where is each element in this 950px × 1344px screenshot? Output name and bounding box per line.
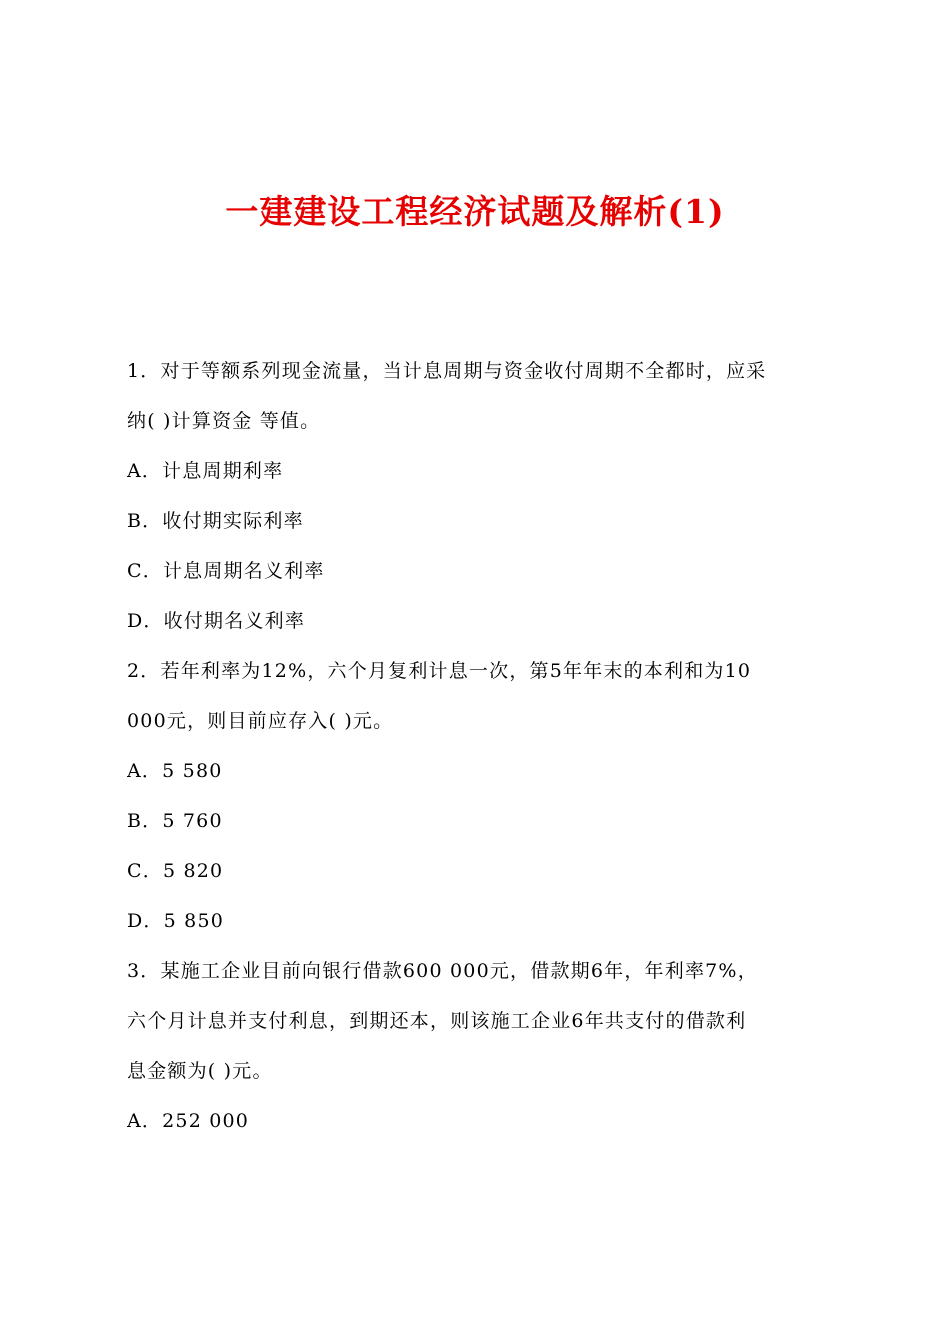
- question-3: [127, 946, 833, 1146]
- question-2-text-line-2: 000元，则目前应存入( )元。: [127, 710, 394, 732]
- document-title: 一建建设工程经济试题及解析(1): [225, 192, 725, 231]
- question-1-option-c: C．计息周期名义利率: [127, 560, 325, 582]
- question-3-option-a: A．252 000: [127, 1110, 250, 1132]
- question-2-option-b: B．5 760: [127, 810, 223, 832]
- question-1: [127, 346, 833, 646]
- question-2: [127, 646, 833, 946]
- question-2-option-a: A．5 580: [127, 760, 223, 782]
- question-2-text-line-1: 2．若年利率为12%，六个月复利计息一次，第5年年末的本利和为10: [127, 660, 752, 682]
- question-2-option-c: C．5 820: [127, 860, 224, 882]
- question-3-text-line-3: 息金额为( )元。: [127, 1060, 273, 1082]
- question-1-text-line-2: 纳( )计算资金 等值。: [127, 410, 321, 432]
- question-3-text-line-2: 六个月计息并支付利息，到期还本，则该施工企业6年共支付的借款利: [127, 1010, 747, 1032]
- question-1-option-a: A．计息周期利率: [127, 460, 284, 482]
- question-2-option-d: D．5 850: [127, 910, 225, 932]
- question-1-option-b: B．收付期实际利率: [127, 510, 304, 532]
- question-1-option-d: D．收付期名义利率: [127, 610, 306, 632]
- document-body: [127, 346, 833, 1146]
- question-3-text-line-1: 3．某施工企业目前向银行借款600 000元，借款期6年，年利率7%，: [127, 960, 758, 982]
- question-1-text-line-1: 1．对于等额系列现金流量，当计息周期与资金收付周期不全都时，应采: [127, 360, 767, 382]
